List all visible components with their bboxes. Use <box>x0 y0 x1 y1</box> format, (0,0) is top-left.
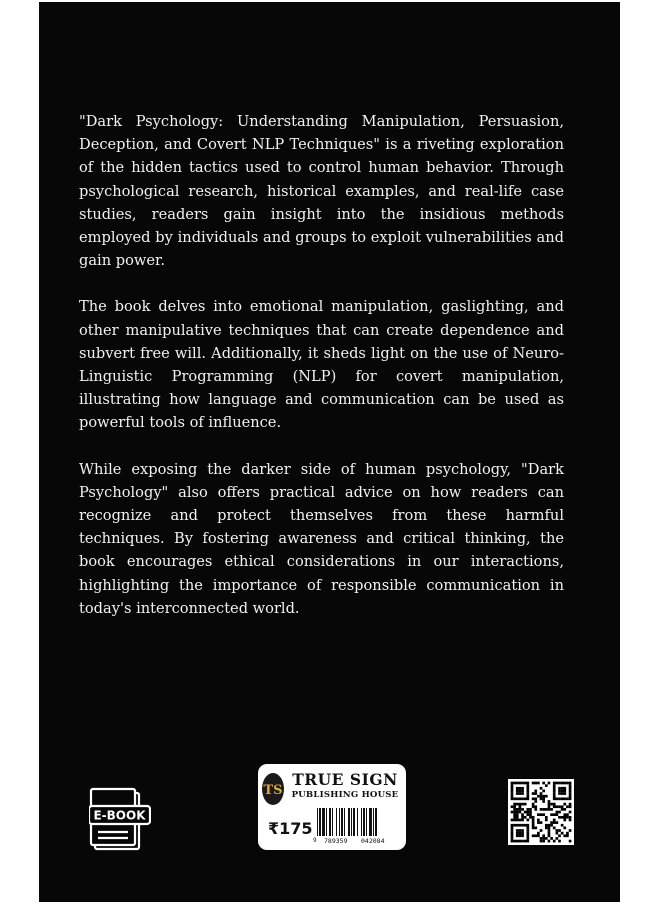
price: ₹175 <box>268 819 313 838</box>
ebook-icon <box>89 787 151 851</box>
publisher-subtitle: PUBLISHING HOUSE <box>291 790 399 800</box>
blurb-paragraph-2: The book delves into emotional manipulation, gaslighting, and other manipulative techniques that can create dependence and subvert free will. Additionally, it sheds light on the use of Neuro-Linguistic Programming (NLP) for covert manipulation, illustrating how language and communication can be used as powerful tools of influence. <box>79 298 564 432</box>
blurb <box>79 110 564 643</box>
publisher-badge <box>258 764 406 850</box>
ebook-label: E-BOOK <box>93 808 146 823</box>
publisher-logo-text: TS <box>263 783 283 798</box>
barcode-icon <box>316 808 400 836</box>
publisher-name: TRUE SIGN <box>292 770 398 789</box>
back-cover <box>39 2 620 902</box>
isbn-part-2: 042084 <box>361 837 385 845</box>
qr-code-icon <box>508 779 574 845</box>
blurb-paragraph-3: While exposing the darker side of human psychology, "Dark Psychology" also offers practical advice on how readers can recognize and protect themselves from these harmful techniques. By fostering awareness and critical thinking, the book encourages ethical considerations in our interactions, highlighting the importance of responsible communication in today's interconnected world. <box>79 460 564 617</box>
blurb-paragraph-1: "Dark Psychology: Understanding Manipulation, Persuasion, Deception, and Covert NLP Techniques" is a riveting exploration of the hidden tactics used to control human behavior. Through psychological research, historical examples, and real-life case studies, readers gain insight into the insidious methods employed by individuals and groups to exploit vulnerabilities and gain power. <box>79 113 564 270</box>
publisher-logo-icon <box>261 772 285 806</box>
isbn-part-1: 789359 <box>324 837 348 845</box>
isbn-prefix: 9 <box>313 837 317 844</box>
